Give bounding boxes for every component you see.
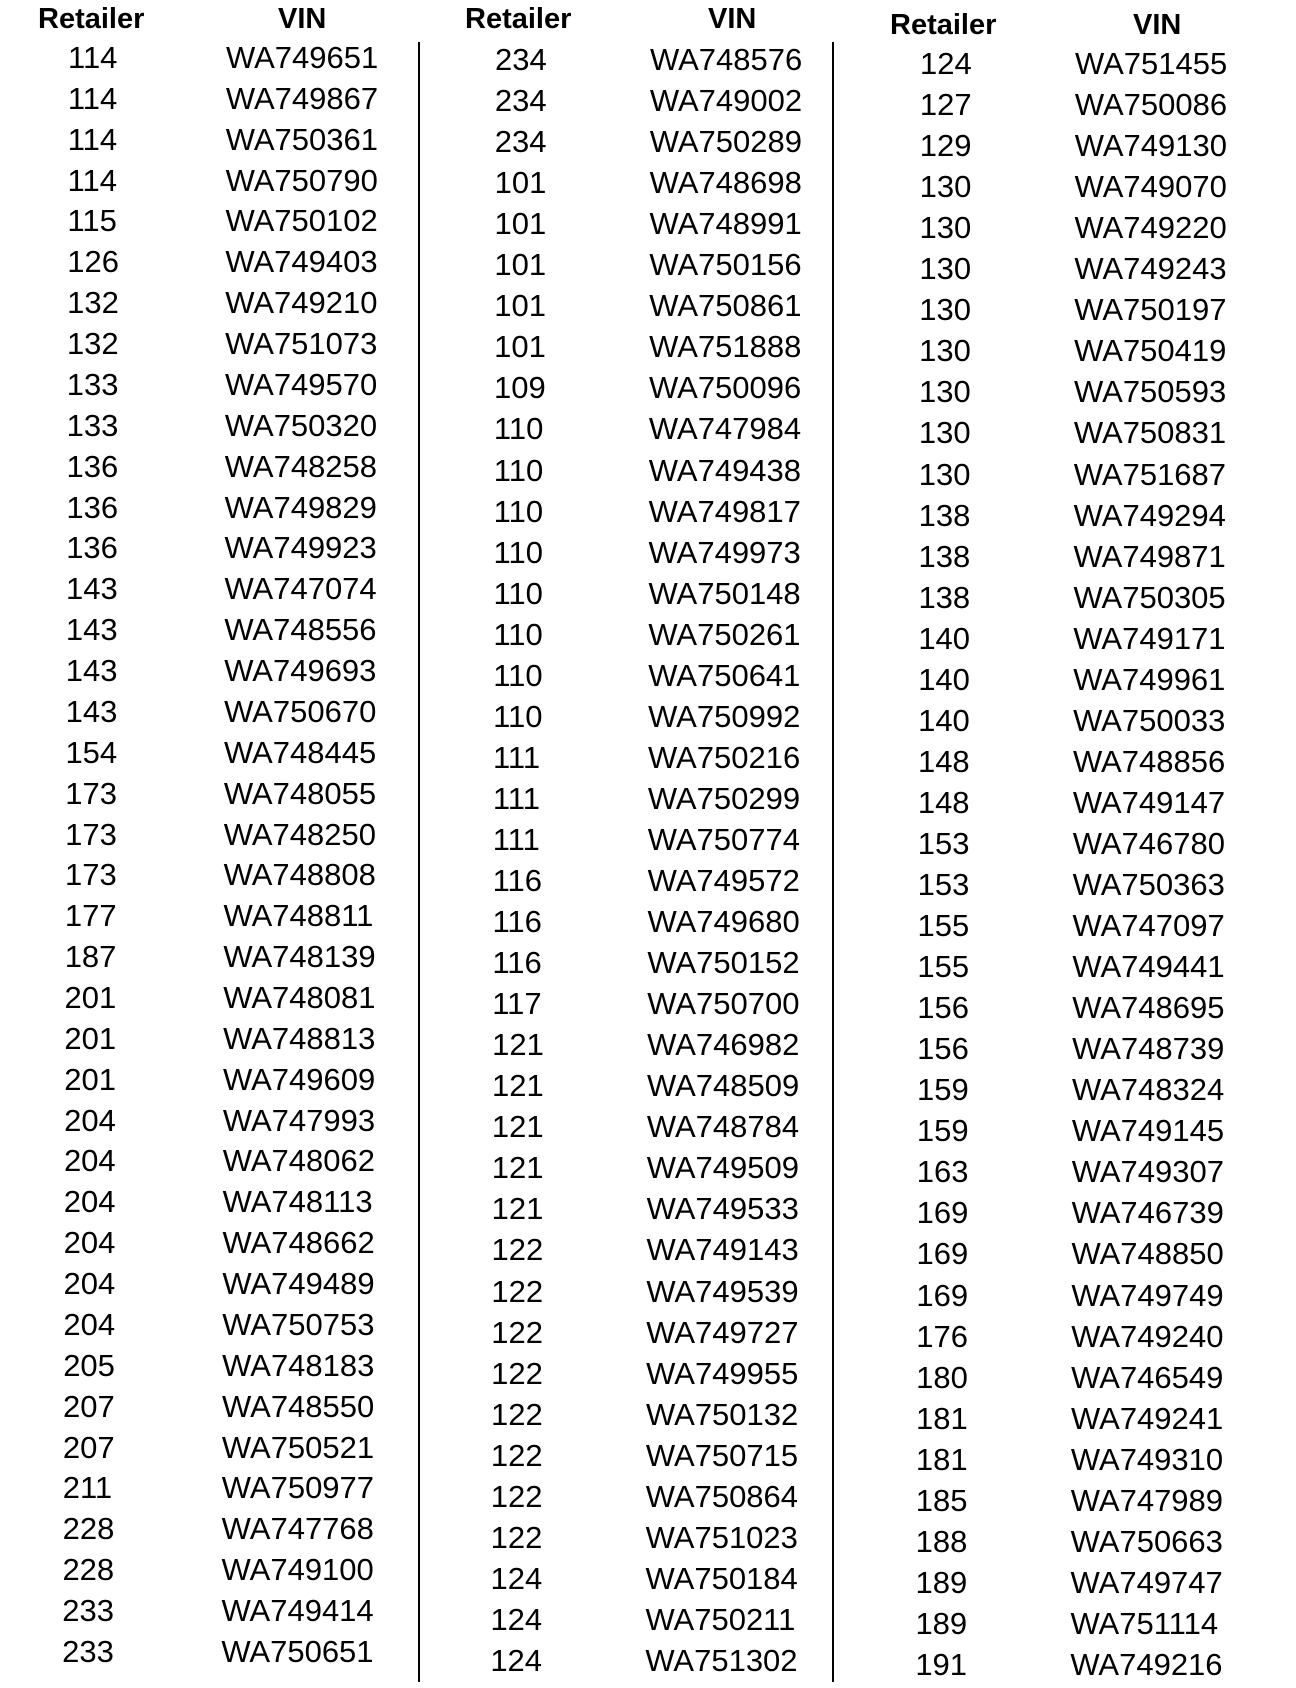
retailer-cell: 153 bbox=[917, 825, 970, 861]
vin-cell: WA749130 bbox=[1074, 128, 1227, 164]
vin-cell: WA750152 bbox=[647, 945, 800, 981]
vin-cell: WA747768 bbox=[221, 1511, 374, 1547]
retailer-cell: 111 bbox=[492, 780, 540, 816]
vin-cell: WA749243 bbox=[1074, 251, 1227, 287]
vin-cell: WA748808 bbox=[223, 857, 376, 893]
retailer-cell: 132 bbox=[67, 285, 119, 321]
retailer-cell: 140 bbox=[918, 702, 970, 738]
vin-cell: WA748662 bbox=[222, 1225, 375, 1261]
vin-cell: WA749955 bbox=[646, 1355, 799, 1391]
retailer-cell: 130 bbox=[919, 251, 972, 287]
vin-cell: WA751023 bbox=[645, 1519, 798, 1555]
retailer-cell: 110 bbox=[493, 575, 543, 611]
retailer-cell: 173 bbox=[65, 857, 117, 893]
vin-cell: WA749973 bbox=[648, 534, 801, 570]
retailer-cell: 110 bbox=[493, 657, 543, 693]
vin-cell: WA751455 bbox=[1075, 46, 1228, 81]
vin-cell: WA750086 bbox=[1074, 87, 1228, 123]
vin-cell: WA746549 bbox=[1071, 1359, 1224, 1395]
retailer-cell: 111 bbox=[492, 821, 540, 857]
vin-cell: WA750197 bbox=[1074, 292, 1227, 328]
retailer-cell: 173 bbox=[65, 775, 118, 811]
vin-cell: WA750211 bbox=[645, 1601, 796, 1637]
retailer-cell: 159 bbox=[916, 1113, 969, 1149]
vin-cell: WA748081 bbox=[223, 980, 376, 1015]
vin-cell: WA748850 bbox=[1071, 1236, 1224, 1272]
retailer-cell: 140 bbox=[918, 620, 971, 656]
retailer-cell: 114 bbox=[68, 40, 118, 75]
retailer-cell: 211 bbox=[62, 1470, 113, 1506]
vin-cell: WA749220 bbox=[1074, 210, 1227, 246]
vin-cell: WA750992 bbox=[648, 698, 801, 734]
retailer-cell: 143 bbox=[65, 653, 118, 689]
retailer-cell: 124 bbox=[490, 1560, 543, 1596]
vin-cell: WA750261 bbox=[648, 616, 801, 652]
retailer-cell: 116 bbox=[492, 904, 542, 940]
vin-cell: WA750715 bbox=[645, 1437, 799, 1473]
retailer-cell: 138 bbox=[918, 497, 971, 533]
vin-cell: WA749070 bbox=[1074, 169, 1227, 205]
vin-cell: WA749867 bbox=[225, 80, 379, 116]
vin-cell: WA750651 bbox=[221, 1633, 374, 1669]
retailer-cell: 180 bbox=[916, 1359, 968, 1395]
vin-cell: WA748991 bbox=[649, 206, 802, 242]
retailer-cell: 233 bbox=[62, 1593, 115, 1629]
retailer-cell: 201 bbox=[64, 980, 117, 1015]
retailer-cell: 188 bbox=[915, 1523, 968, 1559]
retailer-cell: 154 bbox=[65, 734, 118, 770]
retailer-cell: 122 bbox=[491, 1273, 544, 1309]
retailer-cell: 234 bbox=[495, 42, 547, 77]
retailer-cell: 110 bbox=[493, 411, 544, 447]
retailer-cell: 169 bbox=[916, 1277, 969, 1313]
retailer-cell: 121 bbox=[491, 1109, 544, 1145]
retailer-cell: 234 bbox=[494, 124, 547, 160]
vin-cell: WA748550 bbox=[222, 1388, 375, 1424]
vin-cell: WA748695 bbox=[1072, 990, 1225, 1026]
vin-cell: WA751073 bbox=[225, 326, 378, 362]
retailer-cell: 204 bbox=[63, 1225, 116, 1261]
vin-cell: WA750148 bbox=[648, 575, 801, 611]
vin-cell: WA750700 bbox=[647, 986, 800, 1022]
retailer-cell: 133 bbox=[66, 407, 119, 443]
header-retailer: Retailer bbox=[38, 3, 145, 35]
vin-cell: WA750102 bbox=[225, 203, 378, 239]
vin-cell: WA749680 bbox=[647, 904, 800, 940]
retailer-cell: 143 bbox=[65, 612, 118, 648]
vin-cell: WA748509 bbox=[647, 1068, 800, 1104]
vin-cell: WA749871 bbox=[1073, 538, 1226, 574]
vin-cell: WA749145 bbox=[1071, 1113, 1225, 1149]
retailer-cell: 101 bbox=[494, 329, 546, 365]
retailer-cell: 122 bbox=[490, 1478, 543, 1514]
retailer-cell: 130 bbox=[919, 333, 971, 369]
vin-cell: WA750184 bbox=[645, 1560, 798, 1596]
vin-cell: WA749747 bbox=[1070, 1564, 1223, 1600]
vin-cell: WA750593 bbox=[1074, 374, 1227, 410]
vin-cell: WA750216 bbox=[647, 739, 801, 775]
vin-cell: WA749171 bbox=[1073, 620, 1226, 656]
vin-cell: WA749749 bbox=[1071, 1277, 1224, 1313]
retailer-cell: 148 bbox=[917, 743, 970, 779]
retailer-cell: 121 bbox=[491, 1191, 544, 1227]
retailer-cell: 163 bbox=[916, 1154, 969, 1190]
vin-cell: WA748811 bbox=[223, 898, 374, 934]
vin-cell: WA749489 bbox=[222, 1266, 375, 1302]
retailer-cell: 124 bbox=[490, 1601, 543, 1637]
retailer-cell: 204 bbox=[63, 1143, 116, 1179]
vin-cell: WA750774 bbox=[647, 821, 800, 857]
retailer-cell: 115 bbox=[67, 203, 117, 239]
vin-cell: WA750864 bbox=[645, 1478, 799, 1514]
retailer-cell: 155 bbox=[917, 949, 970, 985]
retailer-cell: 173 bbox=[65, 816, 117, 852]
vin-cell: WA747993 bbox=[222, 1102, 376, 1138]
header-vin: VIN bbox=[278, 3, 327, 35]
retailer-cell: 204 bbox=[63, 1266, 116, 1302]
vin-cell: WA750790 bbox=[225, 162, 378, 198]
retailer-cell: 233 bbox=[62, 1633, 114, 1669]
retailer-cell: 133 bbox=[66, 366, 119, 402]
vin-cell: WA750663 bbox=[1070, 1523, 1223, 1559]
vin-cell: WA750361 bbox=[225, 121, 378, 157]
vin-cell: WA749539 bbox=[646, 1273, 799, 1309]
vin-cell: WA750132 bbox=[646, 1396, 799, 1432]
vin-cell: WA746739 bbox=[1071, 1195, 1224, 1231]
vin-cell: WA749570 bbox=[225, 366, 378, 402]
vin-cell: WA749609 bbox=[223, 1061, 376, 1097]
retailer-cell: 148 bbox=[917, 784, 970, 820]
retailer-cell: 153 bbox=[917, 867, 970, 902]
retailer-cell: 201 bbox=[64, 1061, 116, 1097]
retailer-cell: 138 bbox=[918, 538, 971, 574]
retailer-cell: 130 bbox=[919, 169, 972, 205]
vin-cell: WA748576 bbox=[650, 42, 803, 77]
vin-cell: WA750861 bbox=[649, 288, 802, 324]
retailer-cell: 156 bbox=[917, 990, 969, 1026]
retailer-cell: 124 bbox=[490, 1642, 543, 1678]
vin-cell: WA751302 bbox=[645, 1642, 798, 1678]
retailer-cell: 143 bbox=[66, 571, 118, 607]
retailer-cell: 204 bbox=[63, 1306, 116, 1342]
retailer-cell: 155 bbox=[917, 908, 970, 944]
header-vin: VIN bbox=[1133, 9, 1182, 41]
retailer-cell: 114 bbox=[67, 80, 118, 116]
retailer-cell: 110 bbox=[493, 534, 543, 570]
retailer-cell: 138 bbox=[918, 579, 971, 615]
vin-cell: WA751888 bbox=[649, 329, 802, 365]
retailer-cell: 234 bbox=[494, 83, 547, 119]
vin-cell: WA749307 bbox=[1071, 1154, 1224, 1190]
retailer-cell: 129 bbox=[919, 128, 972, 164]
vin-cell: WA750320 bbox=[224, 407, 378, 443]
retailer-cell: 126 bbox=[67, 244, 119, 280]
header-retailer: Retailer bbox=[890, 9, 997, 41]
vin-cell: WA749241 bbox=[1071, 1400, 1224, 1436]
vin-cell: WA748445 bbox=[223, 734, 377, 770]
vin-cell: WA749310 bbox=[1070, 1441, 1224, 1477]
retailer-cell: 191 bbox=[915, 1646, 968, 1682]
retailer-cell: 122 bbox=[490, 1437, 543, 1473]
vin-cell: WA748698 bbox=[649, 165, 802, 201]
vin-cell: WA750289 bbox=[649, 124, 802, 160]
vin-cell: WA749923 bbox=[224, 530, 377, 566]
vin-cell: WA746780 bbox=[1072, 825, 1225, 861]
retailer-cell: 204 bbox=[64, 1102, 116, 1138]
retailer-cell: 122 bbox=[491, 1232, 544, 1268]
retailer-cell: 124 bbox=[920, 46, 972, 81]
retailer-cell: 101 bbox=[494, 206, 547, 242]
retailer-cell: 122 bbox=[491, 1396, 543, 1432]
vin-cell: WA750363 bbox=[1072, 867, 1225, 902]
retailer-cell: 111 bbox=[492, 739, 541, 775]
retailer-cell: 127 bbox=[919, 87, 972, 123]
vin-cell: WA749727 bbox=[646, 1314, 799, 1350]
retailer-cell: 122 bbox=[491, 1314, 543, 1350]
column-divider bbox=[832, 42, 834, 1682]
retailer-cell: 110 bbox=[493, 452, 544, 488]
retailer-cell: 204 bbox=[63, 1184, 116, 1220]
retailer-cell: 159 bbox=[917, 1072, 969, 1108]
vin-cell: WA749441 bbox=[1072, 949, 1225, 985]
vin-cell: WA749210 bbox=[225, 285, 378, 321]
vin-cell: WA749100 bbox=[221, 1552, 374, 1588]
retailer-cell: 169 bbox=[916, 1195, 969, 1231]
retailer-cell: 121 bbox=[492, 1027, 544, 1063]
retailer-cell: 109 bbox=[494, 370, 546, 406]
retailer-cell: 117 bbox=[492, 986, 542, 1022]
retailer-cell: 176 bbox=[916, 1318, 968, 1354]
retailer-cell: 122 bbox=[491, 1355, 543, 1391]
vin-cell: WA748813 bbox=[223, 1020, 376, 1056]
vin-cell: WA747989 bbox=[1070, 1482, 1224, 1518]
vin-cell: WA749240 bbox=[1071, 1318, 1224, 1354]
retailer-cell: 130 bbox=[919, 210, 972, 246]
vin-cell: WA748139 bbox=[223, 939, 376, 975]
retailer-cell: 121 bbox=[492, 1068, 544, 1104]
vin-cell: WA749829 bbox=[224, 489, 377, 525]
retailer-cell: 116 bbox=[492, 945, 542, 981]
vin-cell: WA748856 bbox=[1072, 743, 1226, 779]
retailer-cell: 143 bbox=[65, 693, 118, 729]
vin-cell: WA749961 bbox=[1073, 661, 1226, 697]
retailer-cell: 130 bbox=[919, 374, 971, 410]
retailer-cell: 132 bbox=[66, 326, 119, 362]
retailer-cell: 189 bbox=[915, 1564, 968, 1600]
vin-cell: WA749294 bbox=[1073, 497, 1226, 533]
retailer-cell: 122 bbox=[490, 1519, 543, 1555]
vin-cell: WA750305 bbox=[1073, 579, 1226, 615]
retailer-cell: 110 bbox=[493, 493, 544, 529]
retailer-cell: 136 bbox=[66, 489, 119, 525]
vin-cell: WA750670 bbox=[224, 693, 377, 729]
vin-cell: WA748739 bbox=[1072, 1031, 1225, 1067]
vin-cell: WA750156 bbox=[649, 247, 802, 283]
retailer-cell: 189 bbox=[915, 1605, 968, 1641]
vin-cell: WA748258 bbox=[224, 448, 378, 484]
vin-cell: WA751687 bbox=[1073, 456, 1227, 492]
vin-cell: WA750753 bbox=[222, 1306, 375, 1342]
retailer-cell: 181 bbox=[916, 1400, 968, 1436]
retailer-cell: 130 bbox=[919, 292, 971, 328]
retailer-cell: 101 bbox=[494, 288, 546, 324]
vin-cell: WA749143 bbox=[646, 1232, 799, 1268]
vin-cell: WA750521 bbox=[221, 1429, 375, 1465]
vin-cell: WA749817 bbox=[648, 493, 801, 529]
retailer-cell: 136 bbox=[66, 530, 118, 566]
retailer-cell: 228 bbox=[62, 1552, 115, 1588]
retailer-cell: 177 bbox=[64, 898, 117, 934]
retailer-cell: 187 bbox=[64, 939, 117, 975]
retailer-cell: 116 bbox=[492, 863, 543, 898]
vin-cell: WA749693 bbox=[224, 653, 377, 689]
vin-cell: WA748250 bbox=[223, 816, 376, 852]
vin-cell: WA748055 bbox=[223, 775, 377, 811]
retailer-cell: 205 bbox=[63, 1347, 115, 1383]
retailer-cell: 110 bbox=[493, 616, 543, 652]
vin-cell: WA750096 bbox=[649, 370, 802, 406]
vin-cell: WA749572 bbox=[647, 863, 800, 898]
retailer-cell: 185 bbox=[915, 1482, 968, 1518]
vin-cell: WA748784 bbox=[646, 1109, 800, 1145]
vin-cell: WA747097 bbox=[1072, 908, 1225, 944]
retailer-cell: 169 bbox=[916, 1236, 969, 1272]
vin-cell: WA748183 bbox=[222, 1347, 375, 1383]
vin-cell: WA749216 bbox=[1070, 1646, 1223, 1682]
retailer-cell: 207 bbox=[62, 1429, 115, 1465]
retailer-cell: 181 bbox=[915, 1441, 968, 1477]
vin-cell: WA749414 bbox=[221, 1593, 374, 1629]
vin-cell: WA749651 bbox=[226, 40, 379, 75]
vin-cell: WA749438 bbox=[648, 452, 802, 488]
retailer-cell: 114 bbox=[67, 121, 118, 157]
header-retailer: Retailer bbox=[465, 3, 572, 35]
vin-cell: WA750641 bbox=[648, 657, 801, 693]
vin-cell: WA748062 bbox=[222, 1143, 375, 1179]
header-vin: VIN bbox=[708, 3, 757, 35]
retailer-cell: 207 bbox=[63, 1388, 115, 1424]
retailer-cell: 114 bbox=[67, 162, 117, 198]
retailer-cell: 130 bbox=[918, 456, 971, 492]
vin-cell: WA747074 bbox=[224, 571, 377, 607]
retailer-cell: 121 bbox=[491, 1150, 544, 1186]
retailer-cell: 156 bbox=[917, 1031, 969, 1067]
retailer-cell: 140 bbox=[918, 661, 970, 697]
vin-cell: WA749002 bbox=[649, 83, 803, 119]
retailer-cell: 101 bbox=[494, 165, 547, 201]
retailer-cell: 101 bbox=[494, 247, 547, 283]
retailer-cell: 201 bbox=[64, 1020, 117, 1056]
vin-cell: WA748113 bbox=[222, 1184, 373, 1220]
vin-cell: WA746982 bbox=[647, 1027, 800, 1063]
vin-cell: WA750299 bbox=[647, 780, 801, 816]
vin-cell: WA750977 bbox=[221, 1470, 375, 1506]
vin-cell: WA750419 bbox=[1074, 333, 1227, 369]
retailer-cell: 228 bbox=[62, 1511, 115, 1547]
retailer-cell: 110 bbox=[493, 698, 543, 734]
vin-cell: WA747984 bbox=[648, 411, 802, 447]
vin-cell: WA751114 bbox=[1070, 1605, 1219, 1641]
vin-cell: WA748324 bbox=[1072, 1072, 1225, 1108]
vin-cell: WA749403 bbox=[225, 244, 378, 280]
retailer-cell: 130 bbox=[918, 415, 971, 451]
vin-cell: WA748556 bbox=[224, 612, 377, 648]
retailer-cell: 136 bbox=[66, 448, 119, 484]
vin-cell: WA750831 bbox=[1073, 415, 1227, 451]
vin-cell: WA749147 bbox=[1072, 784, 1226, 820]
vin-cell: WA749533 bbox=[646, 1191, 799, 1227]
vin-cell: WA750033 bbox=[1073, 702, 1226, 738]
vin-cell: WA749509 bbox=[646, 1150, 799, 1186]
column-divider bbox=[418, 42, 420, 1682]
